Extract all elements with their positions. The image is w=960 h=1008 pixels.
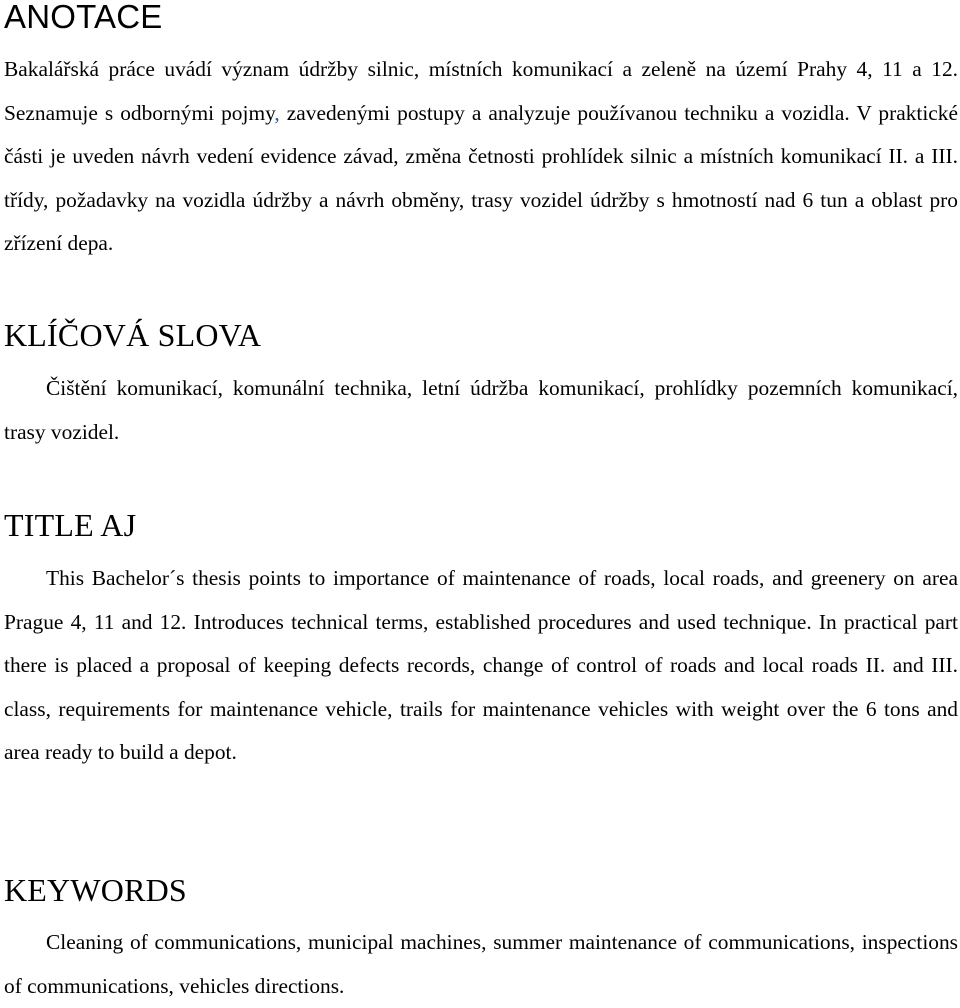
section-heading-keywords: KEYWORDS bbox=[4, 872, 187, 908]
title-aj-paragraph: This Bachelor´s thesis points to importance of maintenance of roads, local roads, and greenery on area Prague 4, 11 and 12. Introduces technical terms, established procedures and used technique. In practical part there is placed a proposal of keeping defects records, change of control of roads and local roads II. and III. class, requirements for maintenance vehicle, trails for maintenance vehicles with weight over the 6 tons and area ready to build a depot. bbox=[4, 566, 958, 765]
anotace-text-part-2: zavedenými postupy a analyzuje používanou techniku a vozidla. V praktické části je uveden návrh vedení evidence závad, změna četnosti prohlídek silnic a místních komunikací II. a III. třídy, požadavky na vozidla údržby a návrh obměny, trasy vozidel údržby s hmotností nad 6 tun a oblast pro zřízení depa. bbox=[4, 100, 958, 256]
anotace-colored-comma: , bbox=[274, 100, 280, 125]
section-heading-title-aj: TITLE AJ bbox=[4, 507, 137, 543]
anotace-text-part-1: Bakalářská práce uvádí význam údržby silnic, místních komunikací a zeleně na území Prahy 4, 11 a 12. Seznamuje s odbornými pojmy bbox=[4, 57, 958, 125]
keywords-paragraph: Cleaning of communications, municipal machines, summer maintenance of communications, inspections of communications, vehicles directions. bbox=[4, 930, 958, 998]
anotace-paragraph bbox=[4, 48, 958, 266]
section-heading-anotace: ANOTACE bbox=[4, 0, 163, 35]
klicova-slova-paragraph: Čištění komunikací, komunální technika, letní údržba komunikací, prohlídky pozemních komunikací, trasy vozidel. bbox=[4, 376, 958, 444]
section-heading-klicova-slova: KLÍČOVÁ SLOVA bbox=[4, 317, 262, 353]
